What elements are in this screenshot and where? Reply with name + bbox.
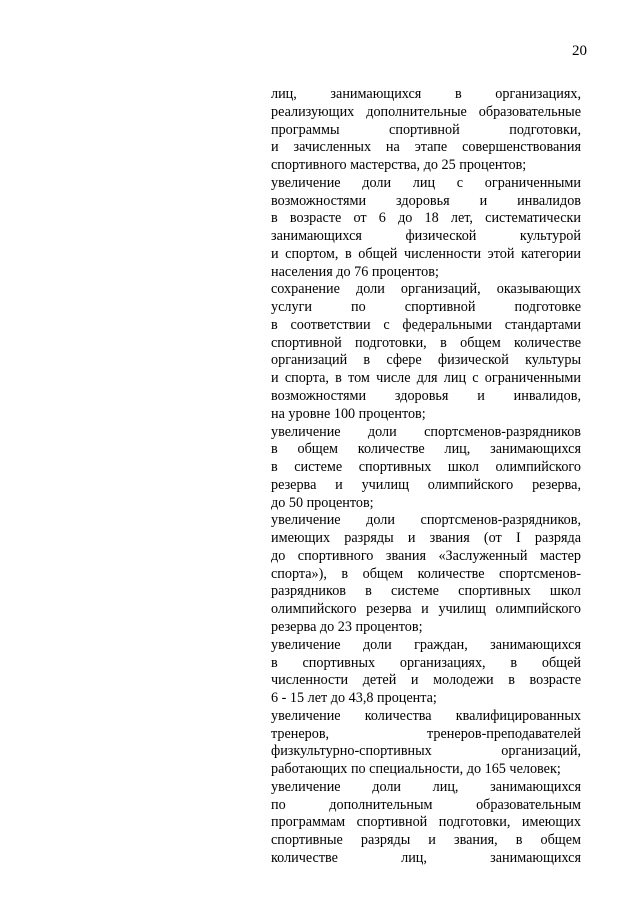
text-line: работающих по специальности, до 165 человек; [271,761,561,778]
text-line: и зачисленных на этапе совершенствования [271,139,581,156]
text-line: спортивного мастерства, до 25 процентов; [271,157,527,174]
text-line: увеличение количества квалифицированных [271,707,581,724]
text-line: в соответствии с федеральными стандартами [271,316,581,333]
text-line: физкультурно-спортивных организаций, [271,743,581,760]
text-line: и спорта, в том числе для лиц с ограниченными [271,370,581,387]
text-line: занимающихся физической культурой [271,228,581,245]
text-line: в спортивных организациях, в общей [271,654,581,671]
text-line: по дополнительным образовательным [271,796,581,813]
text-line: услуги по спортивной подготовке [271,299,581,316]
text-line: населения до 76 процентов; [271,263,439,280]
text-line: в системе спортивных школ олимпийского [271,459,581,476]
text-line: увеличение доли спортсменов-разрядников, [271,512,581,529]
text-line: имеющих разряды и звания (от I разряда [271,530,581,547]
text-line: возможностями здоровья и инвалидов, [271,388,581,405]
text-line: спорта»), в общем количестве спортсменов- [271,565,581,582]
text-line: лиц, занимающихся в организациях, [271,86,581,102]
text-line: до 50 процентов; [271,494,374,511]
text-line: резерва до 23 процентов; [271,618,423,635]
text-line: организаций в сфере физической культуры [271,352,581,369]
text-line: увеличение доли спортсменов-разрядников [271,423,581,440]
text-line: сохранение доли организаций, оказывающих [271,281,581,298]
text-line: в возрасте от 6 до 18 лет, систематически [271,210,581,227]
text-line: увеличение доли лиц, занимающихся [271,778,581,795]
body-text [271,86,581,868]
text-line: до спортивного звания «Заслуженный мастер [271,547,581,564]
text-line: увеличение доли граждан, занимающихся [271,636,581,653]
text-line: 6 - 15 лет до 43,8 процента; [271,690,437,707]
text-line: спортивной подготовки, в общем количестве [271,334,581,351]
text-line: разрядников в системе спортивных школ [271,583,581,600]
text-line: увеличение доли лиц с ограниченными [271,174,581,191]
text-line: олимпийского резерва и училищ олимпийского [271,601,581,618]
text-line: в общем количестве лиц, занимающихся [271,441,581,458]
text-line: резерва и училищ олимпийского резерва, [271,476,581,493]
text-line: возможностями здоровья и инвалидов [271,192,581,209]
text-line: численности детей и молодежи в возрасте [271,672,581,689]
text-line: тренеров, тренеров-преподавателей [271,725,581,742]
text-line: на уровне 100 процентов; [271,405,426,422]
page-number: 20 [572,43,587,59]
text-line: реализующих дополнительные образовательные [271,103,581,120]
text-line: и спортом, в общей численности этой категории [271,245,581,262]
text-line: количестве лиц, занимающихся [271,849,581,866]
text-line: спортивные разряды и звания, в общем [271,832,581,849]
text-line: программы спортивной подготовки, [271,121,581,138]
text-line: программам спортивной подготовки, имеющих [271,814,581,831]
